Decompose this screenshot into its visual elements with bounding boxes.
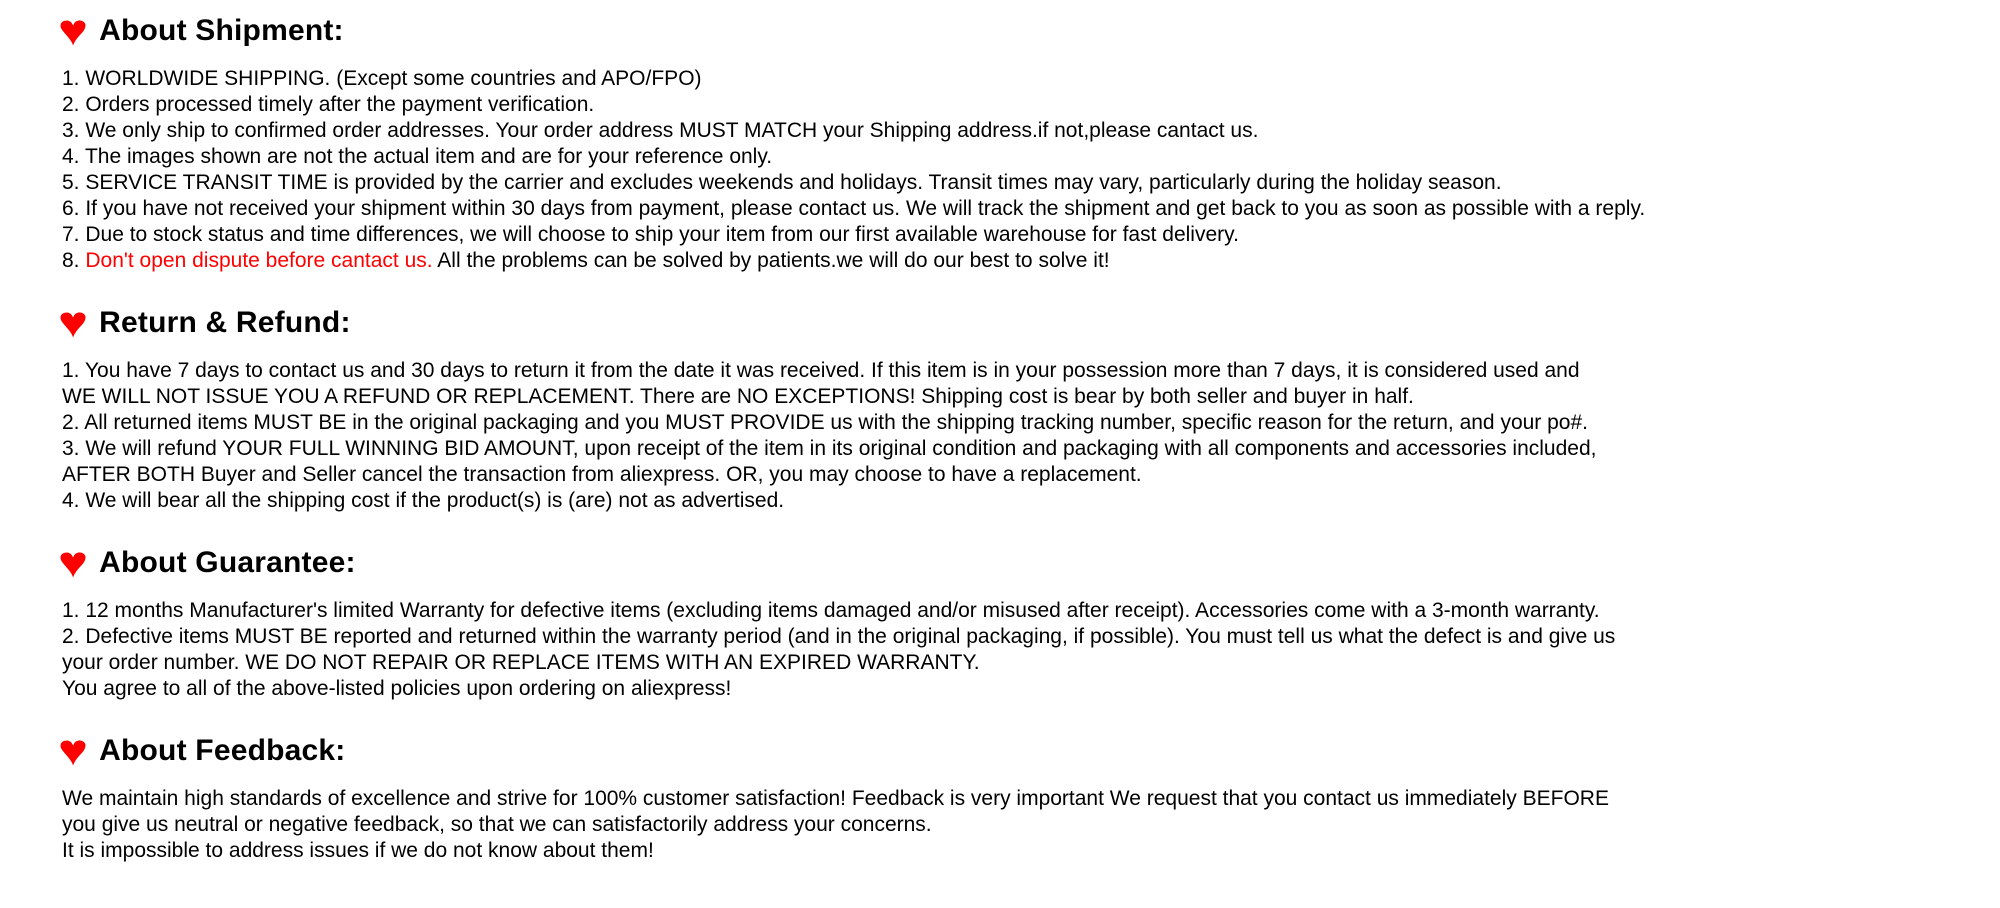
- policy-line: You agree to all of the above-listed policies upon ordering on aliexpress!: [62, 677, 732, 700]
- heart-icon: ♥: [58, 298, 89, 347]
- policy-line: WE WILL NOT ISSUE YOU A REFUND OR REPLACEMENT. There are NO EXCEPTIONS! Shipping cost is bear by both seller and buyer in half.: [62, 385, 1414, 408]
- guarantee-heading-row: [58, 538, 2000, 587]
- feedback-lines: [62, 786, 2000, 864]
- refund-section-title: Return & Refund:: [99, 306, 351, 339]
- policy-line: 1. WORLDWIDE SHIPPING. (Except some countries and APO/FPO): [62, 67, 702, 90]
- shipment-section-title: About Shipment:: [99, 14, 344, 47]
- policy-line: 3. We only ship to confirmed order addresses. Your order address MUST MATCH your Shipping address.if not,please cantact us.: [62, 119, 1259, 142]
- policy-line: 2. Defective items MUST BE reported and returned within the warranty period (and in the original packaging, if possible). You must tell us what the defect is and give us: [62, 625, 1616, 648]
- policy-line: We maintain high standards of excellence and strive for 100% customer satisfaction! Feedback is very important We request that you contact us immediately BEFORE: [62, 787, 1609, 810]
- policy-line: you give us neutral or negative feedback, so that we can satisfactorily address your concerns.: [62, 813, 932, 836]
- policy-line: 1. 12 months Manufacturer's limited Warranty for defective items (excluding items damaged and/or misused after receipt). Accessories come with a 3-month warranty.: [62, 599, 1600, 622]
- refund-heading-row: [58, 298, 2000, 347]
- policy-line: 4. The images shown are not the actual item and are for your reference only.: [62, 145, 773, 168]
- dispute-line-number: 8.: [62, 249, 86, 272]
- heart-icon: ♥: [58, 6, 89, 55]
- policy-line: 1. You have 7 days to contact us and 30 days to return it from the date it was received. If this item is in your possession more than 7 days, it is considered used and: [62, 359, 1580, 382]
- policy-line: 2. Orders processed timely after the payment verification.: [62, 93, 595, 116]
- policy-line-dispute: [62, 248, 2000, 274]
- heart-icon: ♥: [58, 726, 89, 775]
- policy-line: 2. All returned items MUST BE in the original packaging and you MUST PROVIDE us with the shipping tracking number, specific reason for the return, and your po#.: [62, 411, 1588, 434]
- shipment-lines: [62, 66, 2000, 274]
- section-about-feedback: [58, 726, 2000, 864]
- heart-icon: ♥: [58, 538, 89, 587]
- section-return-refund: [58, 298, 2000, 514]
- policy-line: 4. We will bear all the shipping cost if the product(s) is (are) not as advertised.: [62, 489, 785, 512]
- policy-line: It is impossible to address issues if we do not know about them!: [62, 839, 654, 862]
- section-about-shipment: [58, 6, 2000, 274]
- feedback-heading-row: [58, 726, 2000, 775]
- guarantee-section-title: About Guarantee:: [99, 546, 356, 579]
- dispute-warning-text: Don't open dispute before cantact us.: [85, 249, 433, 272]
- feedback-section-title: About Feedback:: [99, 734, 346, 767]
- section-about-guarantee: [58, 538, 2000, 702]
- policy-line: 7. Due to stock status and time differences, we will choose to ship your item from our first available warehouse for fast delivery.: [62, 223, 1239, 246]
- shipment-heading-row: [58, 6, 2000, 55]
- policy-line: AFTER BOTH Buyer and Seller cancel the transaction from aliexpress. OR, you may choose to have a replacement.: [62, 463, 1142, 486]
- policy-line: 3. We will refund YOUR FULL WINNING BID AMOUNT, upon receipt of the item in its original condition and packaging with all components and accessories included,: [62, 437, 1597, 460]
- policy-line: 6. If you have not received your shipment within 30 days from payment, please contact us. We will track the shipment and get back to you as soon as possible with a reply.: [62, 197, 1646, 220]
- refund-lines: [62, 358, 2000, 514]
- guarantee-lines: [62, 598, 2000, 702]
- policy-line: your order number. WE DO NOT REPAIR OR REPLACE ITEMS WITH AN EXPIRED WARRANTY.: [62, 651, 980, 674]
- dispute-line-rest: All the problems can be solved by patients.we will do our best to solve it!: [432, 249, 1110, 272]
- policy-line: 5. SERVICE TRANSIT TIME is provided by the carrier and excludes weekends and holidays. Transit times may vary, particularly during the holiday season.: [62, 171, 1502, 194]
